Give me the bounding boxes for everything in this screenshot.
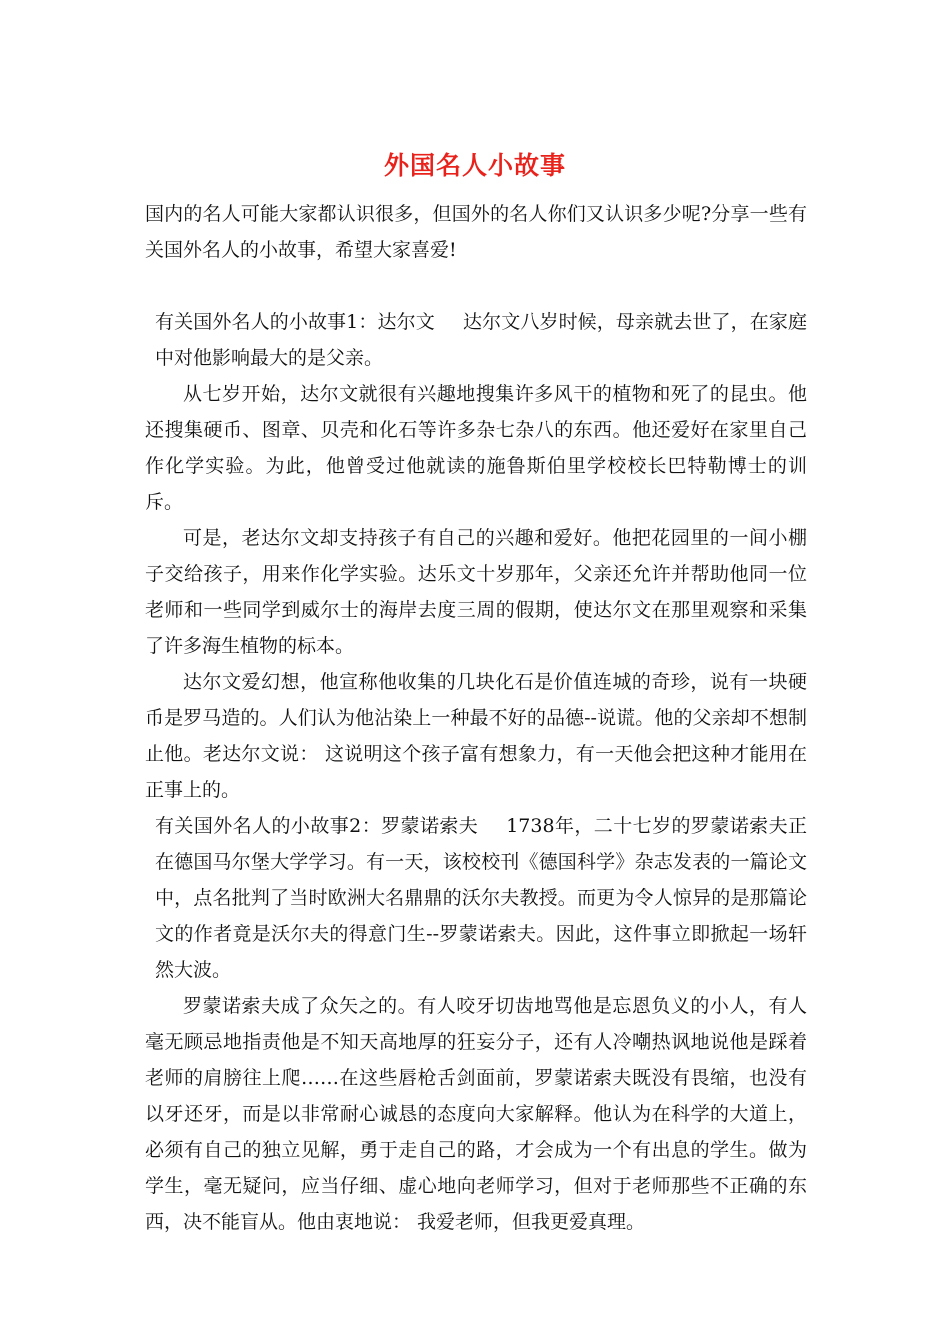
story1-opening: 达尔文八岁时候，母亲就去世了，在家庭中对他影响最大的是父亲。 [155, 311, 807, 369]
story1-paragraph-2: 可是，老达尔文却支持孩子有自己的兴趣和爱好。他把花园里的一间小棚子交给孩子，用来作化学实验。达乐文十岁那年，父亲还允许并帮助他同一位老师和一些同学到威尔士的海岸去度三周的假期，使达尔文在那里观察和采集了许多海生植物的标本。 [145, 527, 807, 657]
story1-paragraph-1: 从七岁开始，达尔文就很有兴趣地搜集许多风干的植物和死了的昆虫。他还搜集硬币、图章、贝壳和化石等许多杂七杂八的东西。他还爱好在家里自己作化学实验。为此，他曾受过他就读的施鲁斯伯里学校校长巴特勒博士的训斥。 [145, 383, 807, 513]
story1-first-paragraph [145, 304, 807, 376]
story2-first-paragraph [145, 808, 807, 988]
story2-opening: 1738年，二十七岁的罗蒙诺索夫正在德国马尔堡大学学习。有一天，该校校刊《德国科学》杂志发表的一篇论文中，点名批判了当时欧洲大名鼎鼎的沃尔夫教授。而更为令人惊异的是那篇论文的作者竟是沃尔夫的得意门生--罗蒙诺索夫。因此，这件事立即掀起一场轩然大波。 [155, 815, 807, 981]
document-body [145, 196, 807, 1240]
story2-paragraph-1: 罗蒙诺索夫成了众矢之的。有人咬牙切齿地骂他是忘恩负义的小人，有人毫无顾忌地指责他是不知天高地厚的狂妄分子，还有人冷嘲热讽地说他是踩着老师的肩膀往上爬……在这些唇枪舌剑面前，罗蒙诺索夫既没有畏缩，也没有以牙还牙，而是以非常耐心诚恳的态度向大家解释。他认为在科学的大道上，必须有自己的独立见解，勇于走自己的路，才会成为一个有出息的学生。做为学生，毫无疑问，应当仔细、虚心地向老师学习，但对于老师那些不正确的东西，决不能盲从。他由衷地说： 我爱老师，但我更爱真理。 [145, 995, 807, 1233]
intro-paragraph: 国内的名人可能大家都认识很多，但国外的名人你们又认识多少呢?分享一些有关国外名人的小故事，希望大家喜爱! [145, 203, 807, 261]
story2-heading: 有关国外名人的小故事2：罗蒙诺索夫 [155, 815, 479, 837]
document-title: 外国名人小故事 [383, 151, 566, 180]
story1-paragraph-3: 达尔文爱幻想，他宣称他收集的几块化石是价值连城的奇珍，说有一块硬币是罗马造的。人们认为他沾染上一种最不好的品德--说谎。他的父亲却不想制止他。老达尔文说： 这说明这个孩子富有想象力，有一天他会把这种才能用在正事上的。 [145, 671, 807, 801]
story1-heading: 有关国外名人的小故事1：达尔文 [155, 311, 435, 333]
